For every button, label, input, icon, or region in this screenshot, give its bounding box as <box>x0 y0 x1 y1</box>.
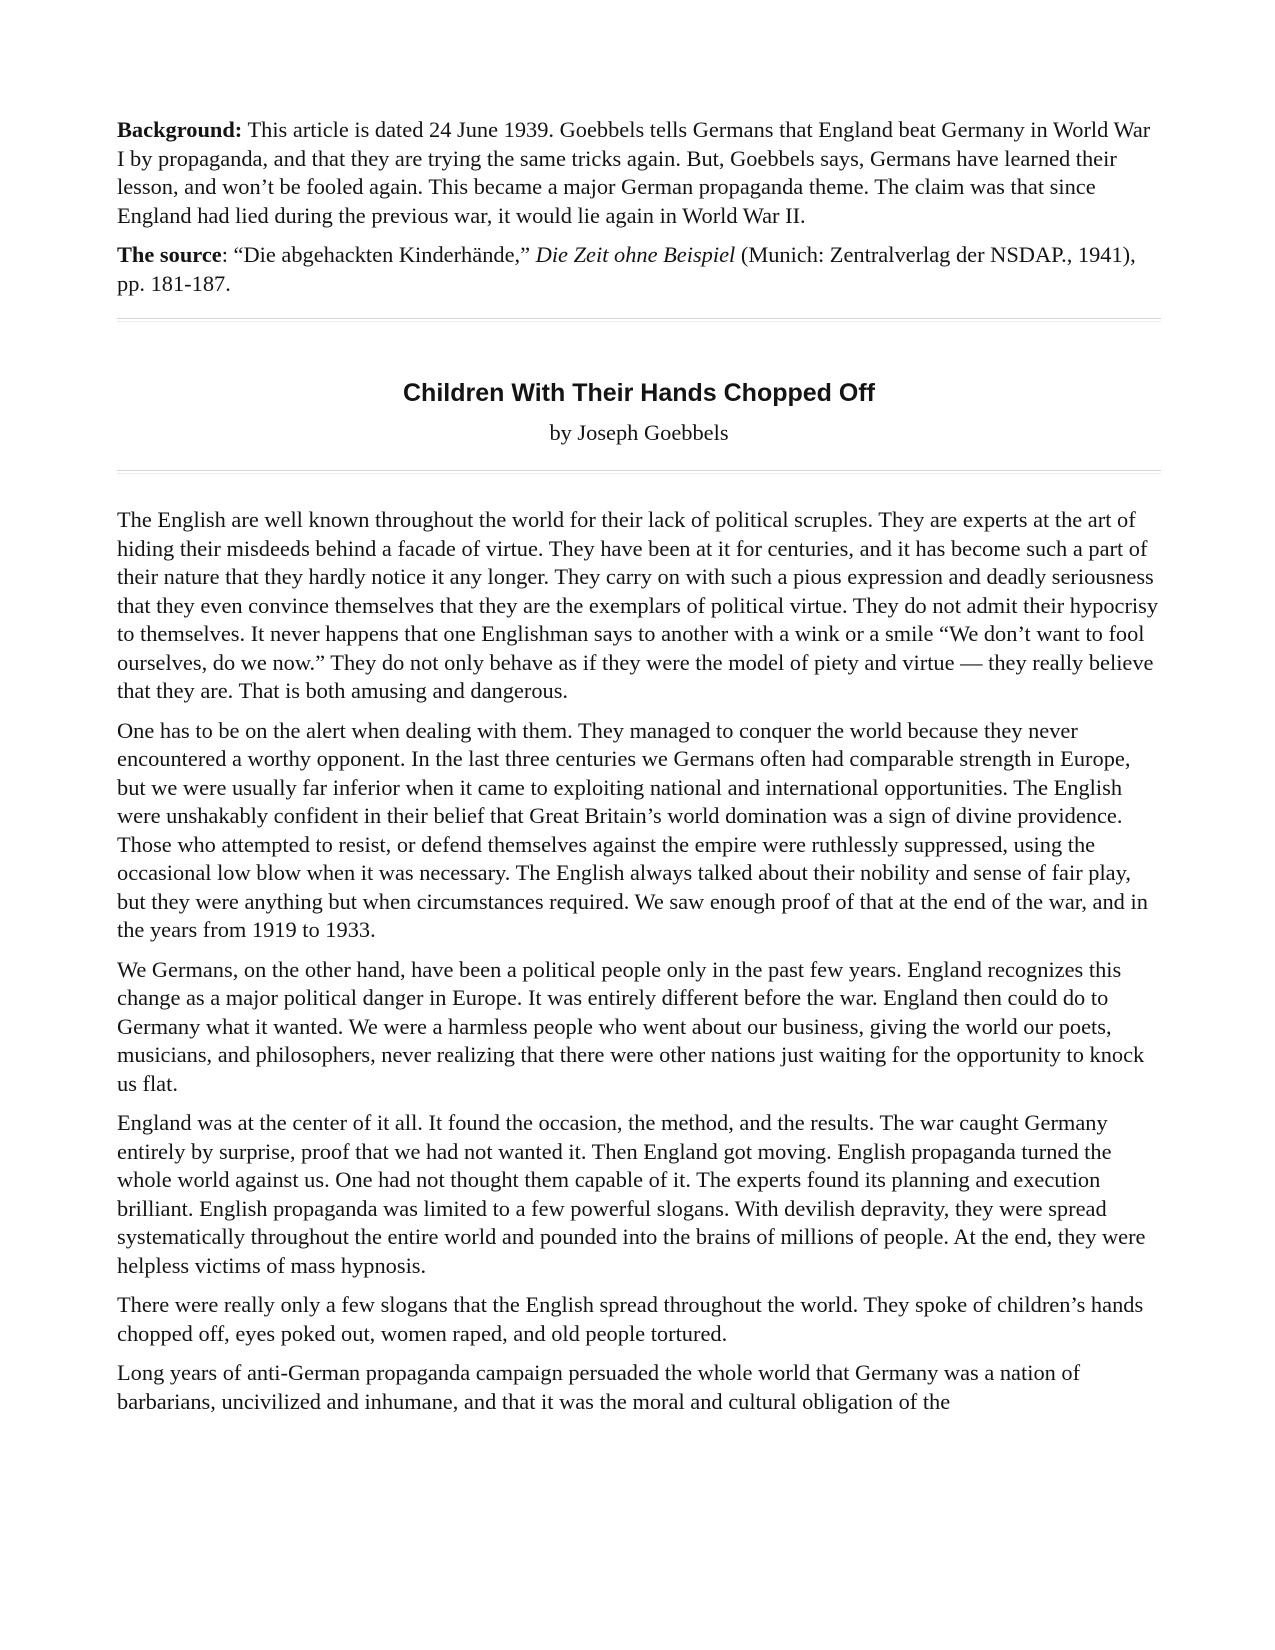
source-citation-start: “Die abgehackten Kinderhände,” <box>233 242 536 267</box>
article-title: Children With Their Hands Chopped Off <box>403 379 875 407</box>
background-text: This article is dated 24 June 1939. Goebbels tells Germans that England beat Germany in World War I by propaganda, and that they are trying the same tricks again. But, Goebbels says, Germans have learned their lesson, and won’t be fooled again. This became a major German propaganda theme. The claim was that since England had lied during the previous war, it would lie again in World War II. <box>117 117 1151 228</box>
background-label: Background: <box>117 117 243 142</box>
article-paragraph-6: Long years of anti-German propaganda campaign persuaded the whole world that Germany was a nation of barbarians, uncivilized and inhumane, and that it was the moral and cultural obligation of the <box>117 1360 1081 1414</box>
source-colon: : <box>221 242 234 267</box>
article-paragraph-1: The English are well known throughout the world for their lack of political scruples. They are experts at the art of hiding their misdeeds behind a facade of virtue. They have been at it for centuries, and it has become such a part of their nature that they hardly notice it any longer. They carry on with such a pious expression and deadly seriousness that they even convince themselves that they are the exemplars of political virtue. They do not admit their hypocrisy to themselves. It never happens that one Englishman says to another with a wink or a smile “We don’t want to fool ourselves, do we now.” They do not only behave as if they were the model of piety and virtue — they really believe that they are. That is both amusing and dangerous. <box>117 507 1159 703</box>
article-paragraph-4: England was at the center of it all. It found the occasion, the method, and the results. The war caught Germany entirely by surprise, proof that we had not wanted it. Then England got moving. English propaganda turned the whole world against us. One had not thought them capable of it. The experts found its planning and execution brilliant. English propaganda was limited to a few powerful slogans. With devilish depravity, they were spread systematically throughout the entire world and pounded into the brains of millions of people. At the end, they were helpless victims of mass hypnosis. <box>117 1110 1146 1278</box>
horizontal-rule-bottom <box>117 470 1161 474</box>
document-page <box>117 116 1161 1427</box>
article-paragraph-5: There were really only a few slogans that the English spread throughout the world. They spoke of children’s hands chopped off, eyes poked out, women raped, and old people tortured. <box>117 1292 1144 1346</box>
article-body <box>117 506 1161 1416</box>
horizontal-rule-top <box>117 318 1161 322</box>
article-paragraph-3: We Germans, on the other hand, have been a political people only in the past few years. England recognizes this change as a major political danger in Europe. It was entirely different before the war. England then could do to Germany what it wanted. We were a harmless people who went about our business, giving the world our poets, musicians, and philosophers, never realizing that there were other nations just waiting for the opportunity to knock us flat. <box>117 956 1145 1096</box>
article-byline: by Joseph Goebbels <box>549 420 729 445</box>
source-book-title: Die Zeit ohne Beispiel <box>535 242 736 267</box>
source-label: The source <box>117 242 222 267</box>
source-paragraph <box>117 241 1161 298</box>
background-paragraph <box>117 116 1161 230</box>
article-paragraph-2: One has to be on the alert when dealing with them. They managed to conquer the world because they never encountered a worthy opponent. In the last three centuries we Germans often had comparable strength in Europe, but we were usually far inferior when it came to exploiting national and international opportunities. The English were unshakably confident in their belief that Great Britain’s world domination was a sign of divine providence. Those who attempted to resist, or defend themselves against the empire were ruthlessly suppressed, using the occasional low blow when it was necessary. The English always talked about their nobility and sense of fair play, but they were anything but when circumstances required. We saw enough proof of that at the end of the war, and in the years from 1919 to 1933. <box>117 717 1148 942</box>
source-citation-end: (Munich: Zentralverlag der NSDAP., 1941), pp. 181-187. <box>117 242 1136 296</box>
